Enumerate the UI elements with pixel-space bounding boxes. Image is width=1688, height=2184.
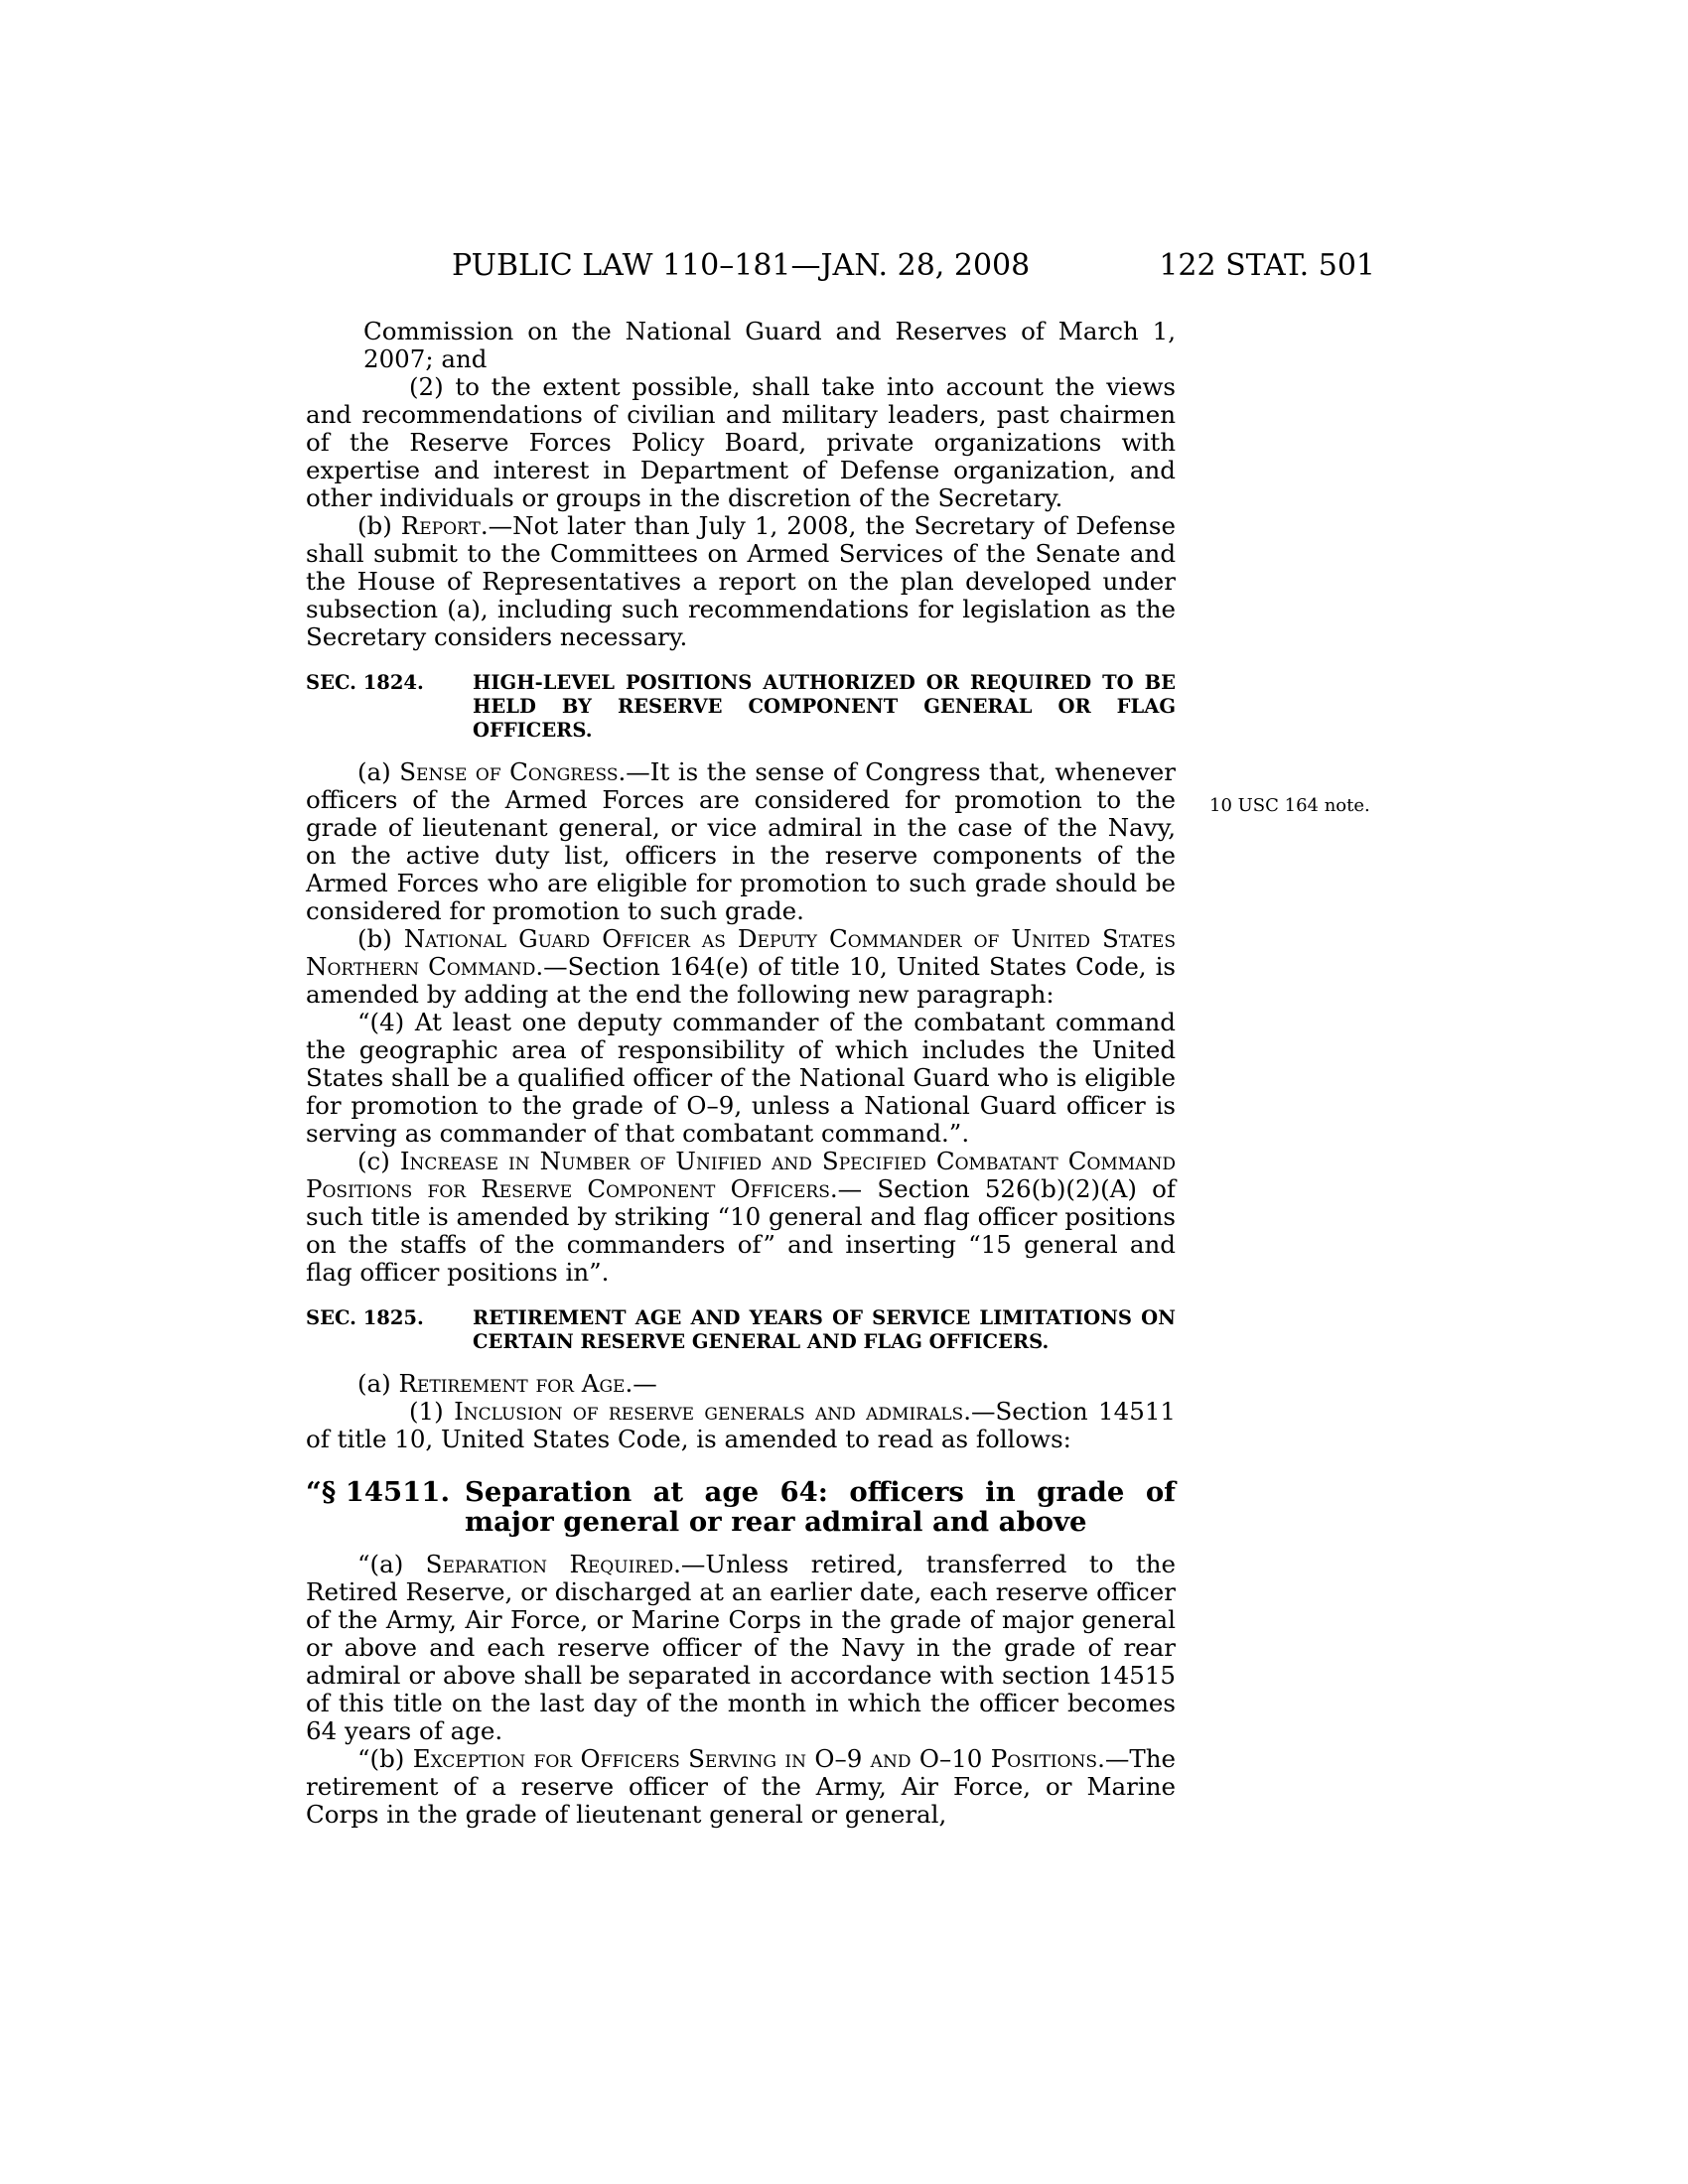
- paragraph: (a) Retirement for Age.—: [357, 1369, 657, 1398]
- paragraph: (2) to the extent possible, shall take into account the views and recommendations of civilian and military leaders, past chairmen of the Reserve Forces Policy Board, private organizations with expertise and interest in Department of Defense organization, and other individuals or groups in the discretion of the Secretary.: [306, 372, 1176, 512]
- code-section-heading: [306, 1477, 1176, 1537]
- code-section-number: “§ 14511.: [306, 1476, 451, 1508]
- paragraph-heading: Sense of Congress: [399, 757, 619, 786]
- paragraph-heading: Report: [400, 511, 481, 540]
- paragraph-heading: Retirement for Age: [398, 1369, 626, 1398]
- statute-page-number: 122 STAT. 501: [1159, 248, 1375, 283]
- paragraph: (c) Increase in Number of Unified and Specified Combatant Command Positions for Reserve Component Officers.— Section 526(b)(2)(A) of such title is amended by striking “10 general and flag officer positions on the staffs of the commanders of” and inserting “15 general and flag officer positions in”.: [306, 1147, 1176, 1287]
- paragraph-heading: Exception for Officers Serving in O–9 and O–10 Positions: [412, 1744, 1098, 1773]
- code-section-title: Separation at age 64: officers in grade of major general or rear admiral and above: [465, 1476, 1176, 1538]
- section-heading: [306, 671, 1176, 743]
- quoted-paragraph: “(4) At least one deputy commander of the combatant command the geographic area of responsibility of which includes the United States shall be a qualified officer of the National Guard who is eligible for promotion to the grade of O–9, unless a National Guard officer is serving as commander of that combatant command.”.: [306, 1008, 1176, 1148]
- paragraph: (a) Sense of Congress.—It is the sense of Congress that, whenever officers of the Armed Forces are considered for promotion to the grade of lieutenant general, or vice admiral in the case of the Navy, on the active duty list, officers in the reserve components of the Armed Forces who are eligible for promotion to such grade should be considered for promotion to such grade.: [306, 757, 1176, 925]
- paragraph-heading: National Guard Officer as Deputy Commander of United States Northern Command: [306, 924, 1176, 981]
- section-number: SEC. 1824.: [306, 671, 424, 694]
- quoted-paragraph: “(b) Exception for Officers Serving in O–9 and O–10 Positions.—The retirement of a reserve officer of the Army, Air Force, or Marine Corps in the grade of lieutenant general or general,: [306, 1744, 1176, 1829]
- paragraph-heading: Increase in Number of Unified and Specified Combatant Command Positions for Reserve Component Officers: [306, 1147, 1176, 1203]
- section-number: SEC. 1825.: [306, 1306, 424, 1329]
- paragraph: (1) Inclusion of reserve generals and admirals.—Section 14511 of title 10, United States Code, is amended to read as follows:: [306, 1397, 1176, 1453]
- section-title: HIGH-LEVEL POSITIONS AUTHORIZED OR REQUIRED TO BE HELD BY RESERVE COMPONENT GENERAL OR FLAG OFFICERS.: [473, 671, 1176, 742]
- running-head: [303, 244, 1375, 288]
- paragraph: (b) Report.—Not later than July 1, 2008, the Secretary of Defense shall submit to the Committees on Armed Services of the Senate and the House of Representatives a report on the plan developed under subsection (a), including such recommendations for legislation as the Secretary considers necessary.: [306, 511, 1176, 651]
- margin-note: 10 USC 164 note.: [1209, 795, 1370, 816]
- document-body: [306, 318, 1176, 1829]
- paragraph-heading: Inclusion of reserve generals and admirals: [454, 1397, 964, 1426]
- paragraph-heading: Separation Required: [425, 1550, 674, 1578]
- public-law-citation: PUBLIC LAW 110–181—JAN. 28, 2008: [452, 248, 1031, 283]
- section-title: RETIREMENT AGE AND YEARS OF SERVICE LIMITATIONS ON CERTAIN RESERVE GENERAL AND FLAG OFFICERS.: [473, 1306, 1176, 1353]
- quoted-paragraph: “(a) Separation Required.—Unless retired, transferred to the Retired Reserve, or discharged at an earlier date, each reserve officer of the Army, Air Force, or Marine Corps in the grade of major general or above and each reserve officer of the Navy in the grade of rear admiral or above shall be separated in accordance with section 14515 of this title on the last day of the month in which the officer becomes 64 years of age.: [306, 1550, 1176, 1745]
- paragraph: Commission on the National Guard and Reserves of March 1, 2007; and: [363, 317, 1176, 373]
- section-heading: [306, 1306, 1176, 1354]
- paragraph: (b) National Guard Officer as Deputy Commander of United States Northern Command.—Section 164(e) of title 10, United States Code, is amended by adding at the end the following new paragraph:: [306, 924, 1176, 1009]
